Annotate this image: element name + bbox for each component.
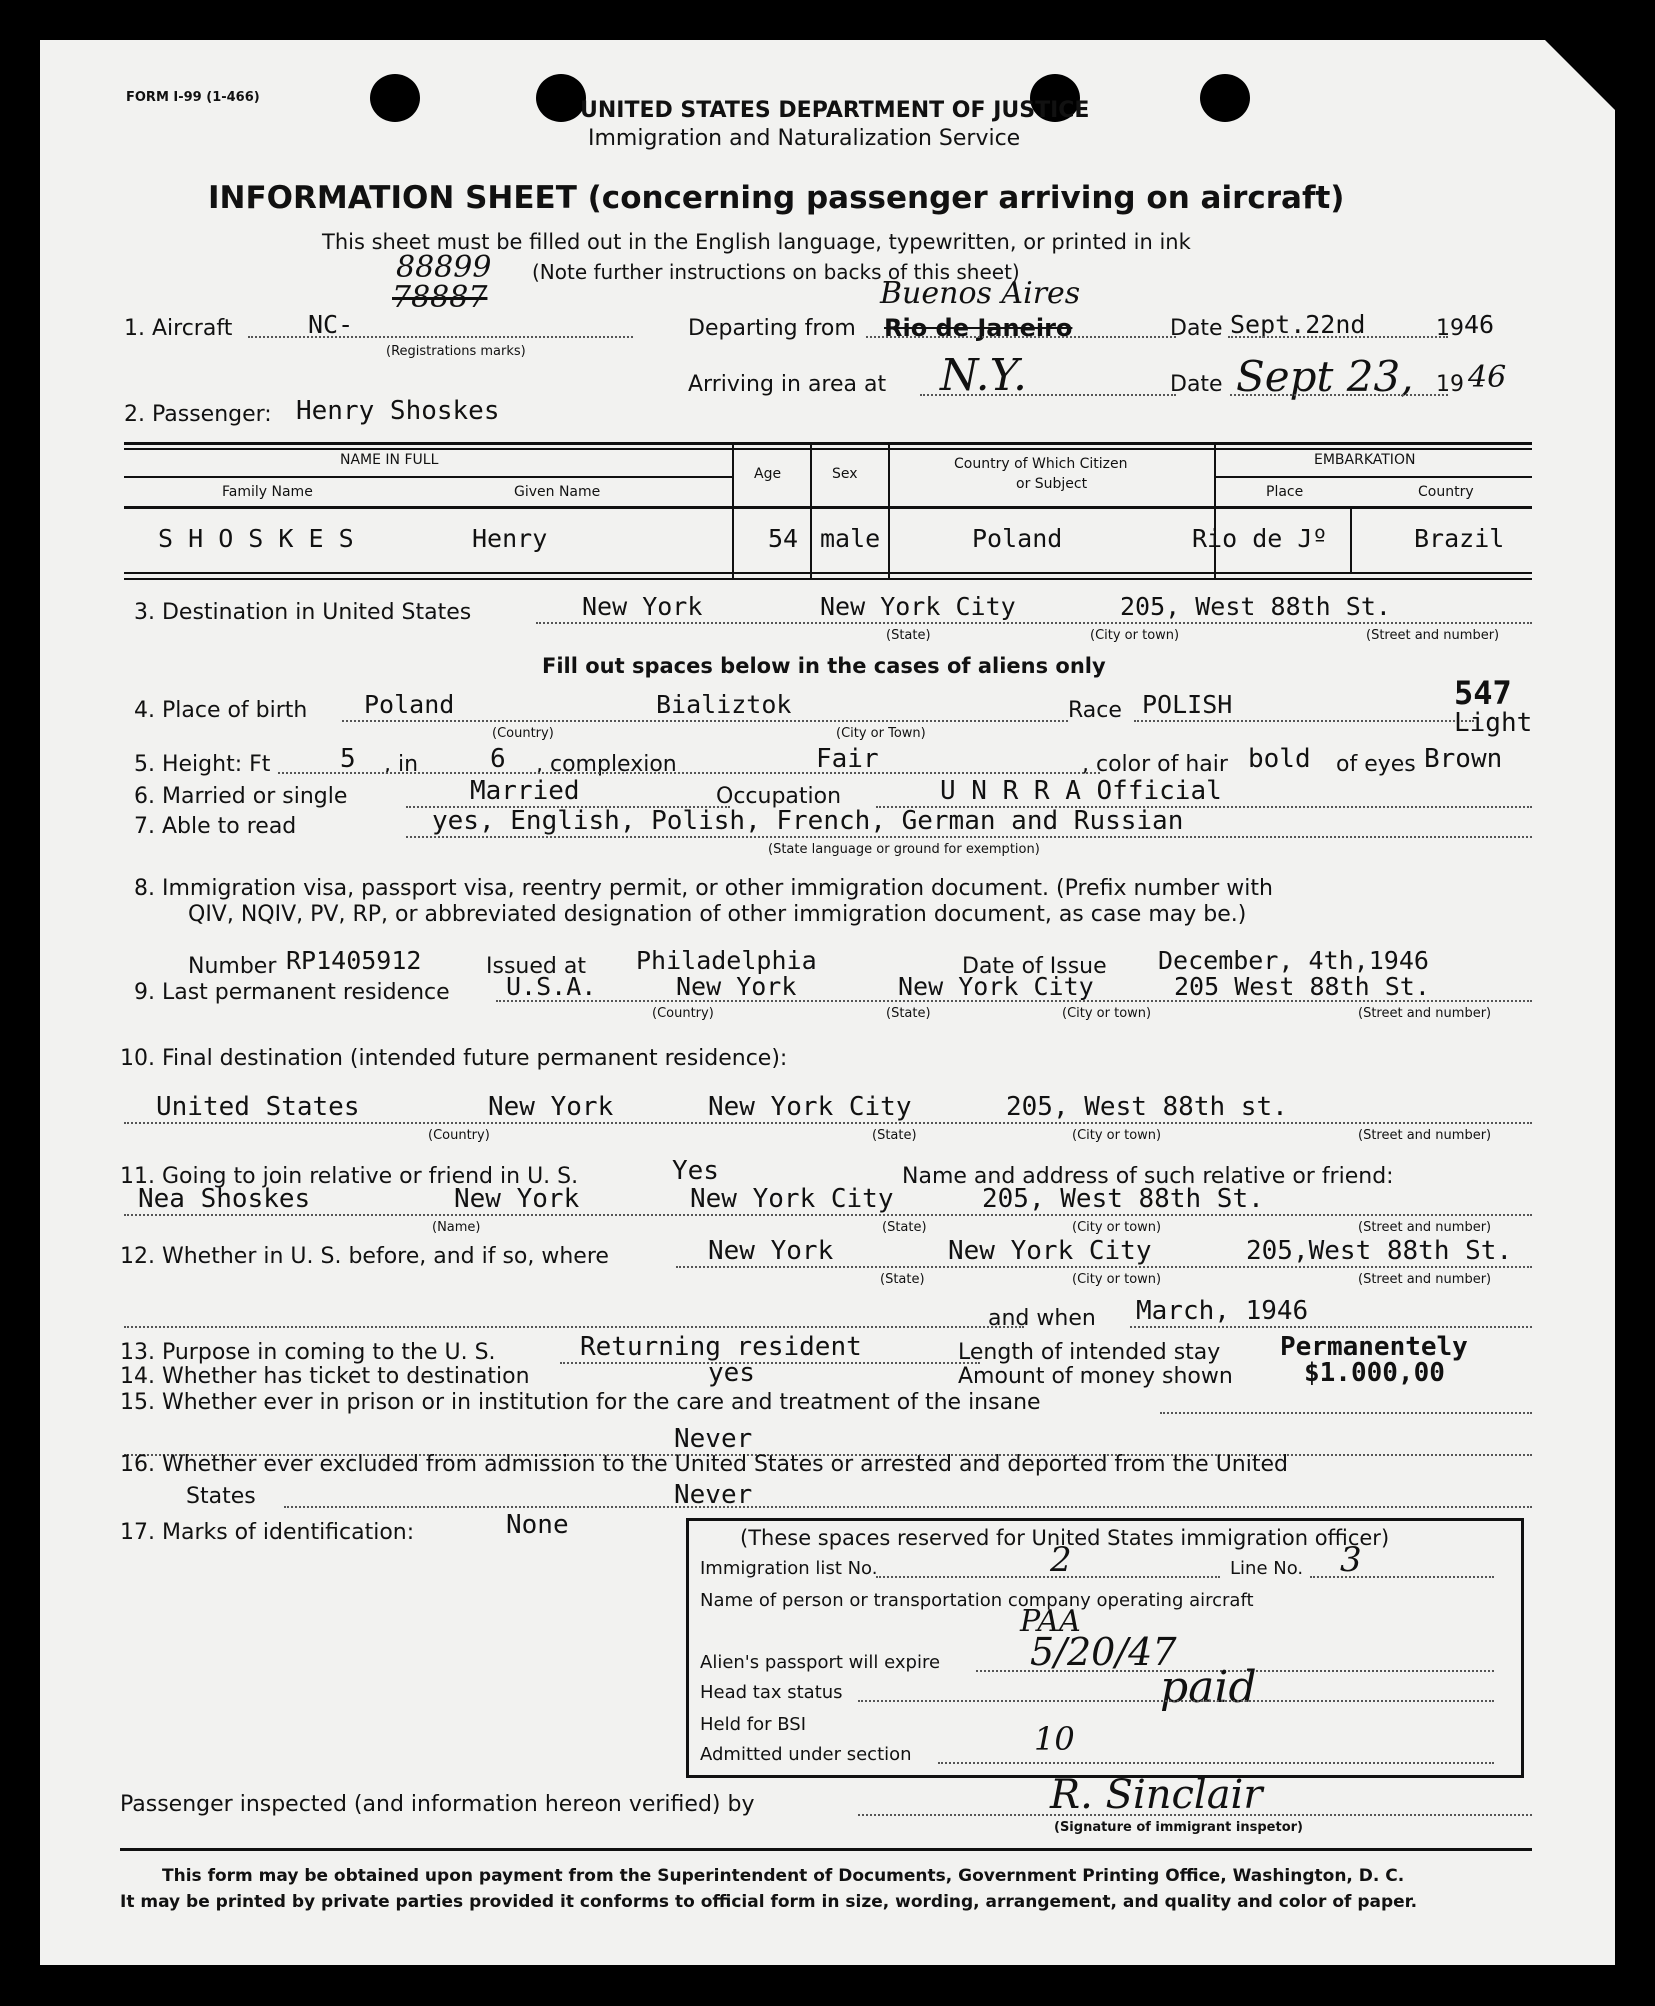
- relative-state-caption: (State): [882, 1220, 927, 1235]
- before-city: New York City: [948, 1236, 1152, 1266]
- residence-city-caption: (City or town): [1062, 1006, 1152, 1021]
- relative-name-caption: (Name): [432, 1220, 481, 1235]
- read-label: 7. Able to read: [134, 814, 297, 839]
- birth-country-caption: (Country): [492, 726, 554, 741]
- aircraft-prefix: NC-: [308, 310, 354, 339]
- table-header-name-in-full: NAME IN FULL: [340, 452, 439, 468]
- officer-headtax-label: Head tax status: [700, 1682, 843, 1703]
- purpose-value: Returning resident: [580, 1332, 862, 1362]
- officer-line-label: Line No.: [1230, 1558, 1304, 1579]
- aliens-note: Fill out spaces below in the cases of aliens only: [542, 654, 1106, 678]
- registration-caption: (Registrations marks): [386, 344, 526, 359]
- birth-country: Poland: [364, 690, 455, 719]
- page-title: INFORMATION SHEET (concerning passenger arriving on aircraft): [208, 180, 1345, 216]
- arrive-year-prefix: 19: [1436, 372, 1464, 397]
- inspector-signature: R. Sinclair: [1050, 1772, 1263, 1818]
- table-header-given-name: Given Name: [514, 484, 601, 500]
- complexion-value: Fair: [816, 744, 879, 774]
- relative-name: Nea Shoskes: [138, 1184, 311, 1214]
- before-state: New York: [708, 1236, 834, 1266]
- passenger-label: 2. Passenger:: [124, 402, 272, 427]
- arriving-label: Arriving in area at: [688, 372, 887, 397]
- department-name: UNITED STATES DEPARTMENT OF JUSTICE: [580, 98, 1090, 123]
- height-label: 5. Height: Ft: [134, 752, 271, 777]
- residence-country: U.S.A.: [506, 972, 597, 1001]
- final-city: New York City: [708, 1092, 912, 1122]
- instructions-line-2: (Note further instructions on backs of this sheet): [532, 260, 1020, 284]
- excluded-label-2: States: [186, 1484, 256, 1509]
- final-state-caption: (State): [872, 1128, 917, 1143]
- occupation-label: Occupation: [716, 784, 842, 809]
- read-value: yes, English, Polish, French, German and Russian: [432, 806, 1184, 836]
- officer-company-label: Name of person or transportation company operating aircraft: [700, 1590, 1254, 1611]
- destination-state: New York: [582, 592, 703, 621]
- before-label: 12. Whether in U. S. before, and if so, where: [120, 1244, 609, 1269]
- officer-box-title: (These spaces reserved for United States immigration officer): [740, 1526, 1390, 1550]
- final-street: 205, West 88th st.: [1006, 1092, 1288, 1122]
- birth-city: Bializtok: [656, 690, 792, 719]
- form-sheet: [40, 40, 1615, 1965]
- marks-value: None: [506, 1510, 569, 1540]
- depart-date-label: Date: [1170, 316, 1223, 341]
- relative-name-label: Name and address of such relative or friend:: [902, 1164, 1394, 1189]
- aircraft-label: 1. Aircraft: [124, 316, 233, 341]
- table-header-place: Place: [1266, 484, 1304, 500]
- embarkation-place-value: Rio de Jº: [1192, 524, 1328, 553]
- destination-label: 3. Destination in United States: [134, 600, 472, 625]
- final-country-caption: (Country): [428, 1128, 490, 1143]
- excluded-value: Never: [674, 1480, 753, 1510]
- complexion-label: , complexion: [536, 752, 677, 777]
- hair-label: , color of hair: [1082, 752, 1228, 777]
- eyes-label: of eyes: [1336, 752, 1416, 777]
- officer-section-label: Admitted under section: [700, 1744, 912, 1765]
- hair-value: bold: [1248, 744, 1311, 774]
- stay-value: Permanentely: [1280, 1332, 1468, 1362]
- excluded-label-1: 16. Whether ever excluded from admission to the United States or arrested and deported from the United: [120, 1452, 1288, 1477]
- arrive-year: 46: [1468, 360, 1507, 395]
- occupation-value: U N R R A Official: [940, 776, 1222, 806]
- signature-caption: (Signature of immigrant inspetor): [1054, 1820, 1303, 1835]
- final-country: United States: [156, 1092, 360, 1122]
- embarkation-country-value: Brazil: [1414, 524, 1505, 553]
- sex-value: male: [820, 524, 881, 553]
- eyes-value-above: Light: [1454, 708, 1533, 738]
- relative-city-caption: (City or town): [1072, 1220, 1162, 1235]
- table-header-family-name: Family Name: [222, 484, 313, 500]
- depart-date: Sept.22nd: [1230, 310, 1366, 339]
- relative-street: 205, West 88th St.: [982, 1184, 1264, 1214]
- margin-number: 547: [1454, 674, 1512, 712]
- married-label: 6. Married or single: [134, 784, 348, 809]
- residence-label: 9. Last permanent residence: [134, 980, 450, 1005]
- eyes-value: Brown: [1424, 744, 1503, 774]
- before-street-caption: (Street and number): [1358, 1272, 1492, 1287]
- inspected-label: Passenger inspected (and information hereon verified) by: [120, 1792, 755, 1817]
- relative-city: New York City: [690, 1184, 894, 1214]
- birth-city-caption: (City or Town): [836, 726, 926, 741]
- before-when: March, 1946: [1136, 1296, 1309, 1326]
- destination-state-caption: (State): [886, 628, 931, 643]
- visa-date-label: Date of Issue: [962, 954, 1107, 979]
- table-header-embarkation: EMBARKATION: [1314, 452, 1416, 468]
- married-value: Married: [470, 776, 580, 806]
- final-city-caption: (City or town): [1072, 1128, 1162, 1143]
- service-name: Immigration and Naturalization Service: [588, 126, 1021, 151]
- officer-list-value: 2: [1050, 1540, 1072, 1580]
- visa-issued-place: Philadelphia: [636, 946, 817, 975]
- footer-line-2: It may be printed by private parties provided it conforms to official form in size, wording, arrangement, and quality and color of paper.: [120, 1892, 1418, 1912]
- table-header-sex: Sex: [832, 466, 858, 482]
- money-label: Amount of money shown: [958, 1364, 1233, 1389]
- passenger-name: Henry Shoskes: [296, 396, 500, 426]
- depart-year-prefix: 19: [1436, 316, 1464, 341]
- punch-hole: [536, 74, 586, 122]
- form-number: FORM I-99 (1-466): [126, 90, 260, 105]
- visa-issued-label: Issued at: [486, 954, 586, 979]
- ticket-value: yes: [708, 1358, 755, 1388]
- table-header-age: Age: [754, 466, 782, 482]
- relative-answer: Yes: [672, 1156, 719, 1186]
- before-when-label: and when: [988, 1306, 1096, 1331]
- footer-line-1: This form may be obtained upon payment from the Superintendent of Documents, Government Printing Office, Washington, D. C.: [162, 1866, 1405, 1886]
- residence-street-caption: (Street and number): [1358, 1006, 1492, 1021]
- visa-number-label: Number: [188, 954, 277, 979]
- officer-passport-label: Alien's passport will expire: [700, 1652, 941, 1673]
- family-name-value: S H O S K E S: [158, 524, 354, 553]
- arriving-place: N.Y.: [940, 350, 1028, 401]
- stay-label: Length of intended stay: [958, 1340, 1221, 1365]
- punch-hole: [370, 74, 420, 122]
- table-header-citizen-2: or Subject: [1016, 476, 1088, 492]
- destination-street: 205, West 88th St.: [1120, 592, 1391, 621]
- residence-state-caption: (State): [886, 1006, 931, 1021]
- before-street: 205,West 88th St.: [1246, 1236, 1513, 1266]
- birth-label: 4. Place of birth: [134, 698, 308, 723]
- departing-label: Departing from: [688, 316, 856, 341]
- visa-number: RP1405912: [286, 946, 422, 975]
- marks-label: 17. Marks of identification:: [120, 1520, 415, 1545]
- arrive-date-label: Date: [1170, 372, 1223, 397]
- officer-headtax-value: paid: [1160, 1662, 1257, 1713]
- height-inch-label: , in: [384, 752, 419, 777]
- prison-label: 15. Whether ever in prison or in institution for the care and treatment of the insane: [120, 1390, 1041, 1415]
- visa-text-2: QIV, NQIV, PV, RP, or abbreviated designation of other immigration document, as case may be.): [188, 902, 1247, 927]
- officer-bsi-label: Held for BSI: [700, 1714, 806, 1735]
- before-state-caption: (State): [880, 1272, 925, 1287]
- residence-state: New York: [676, 972, 797, 1001]
- race-value: POLISH: [1142, 690, 1233, 719]
- aircraft-registration-old: 78887: [392, 280, 488, 315]
- punch-hole: [1200, 74, 1250, 122]
- visa-date: December, 4th,1946: [1158, 946, 1429, 975]
- final-street-caption: (Street and number): [1358, 1128, 1492, 1143]
- final-state: New York: [488, 1092, 614, 1122]
- arrive-date: Sept 23,: [1236, 352, 1414, 401]
- given-name-value: Henry: [472, 524, 548, 553]
- instructions-line-1: This sheet must be filled out in the English language, typewritten, or printed in ink: [322, 230, 1191, 254]
- officer-section-value: 10: [1034, 1720, 1075, 1758]
- race-label: Race: [1068, 698, 1122, 723]
- officer-company-value: PAA: [1020, 1604, 1081, 1639]
- relative-label: 11. Going to join relative or friend in U. S.: [120, 1164, 579, 1189]
- table-header-country: Country: [1418, 484, 1474, 500]
- departing-place-old: Rio de Janeiro: [884, 314, 1073, 342]
- citizen-value: Poland: [972, 524, 1063, 553]
- destination-city-caption: (City or town): [1090, 628, 1180, 643]
- officer-passport-value: 5/20/47: [1030, 1630, 1177, 1674]
- residence-city: New York City: [898, 972, 1094, 1001]
- height-inches: 6: [490, 744, 506, 774]
- ticket-label: 14. Whether has ticket to destination: [120, 1364, 530, 1389]
- purpose-label: 13. Purpose in coming to the U. S.: [120, 1340, 496, 1365]
- officer-list-label: Immigration list No.: [700, 1558, 878, 1579]
- departing-place-new: Buenos Aires: [880, 276, 1081, 311]
- relative-state: New York: [454, 1184, 580, 1214]
- money-value: $1.000,00: [1304, 1358, 1445, 1388]
- officer-line-value: 3: [1340, 1540, 1362, 1580]
- height-feet: 5: [340, 744, 356, 774]
- relative-street-caption: (Street and number): [1358, 1220, 1492, 1235]
- prison-value: Never: [674, 1424, 753, 1454]
- aircraft-registration-new: 88899: [396, 250, 492, 285]
- visa-text-1: 8. Immigration visa, passport visa, reentry permit, or other immigration document. (Prefix number with: [134, 876, 1273, 901]
- table-header-citizen-1: Country of Which Citizen: [954, 456, 1128, 472]
- final-destination-label: 10. Final destination (intended future permanent residence):: [120, 1046, 788, 1071]
- read-caption: (State language or ground for exemption): [768, 842, 1040, 857]
- residence-country-caption: (Country): [652, 1006, 714, 1021]
- destination-street-caption: (Street and number): [1366, 628, 1500, 643]
- residence-street: 205 West 88th St.: [1174, 972, 1430, 1001]
- age-value: 54: [768, 524, 799, 553]
- destination-city: New York City: [820, 592, 1016, 621]
- before-city-caption: (City or town): [1072, 1272, 1162, 1287]
- depart-year: 46: [1464, 310, 1495, 339]
